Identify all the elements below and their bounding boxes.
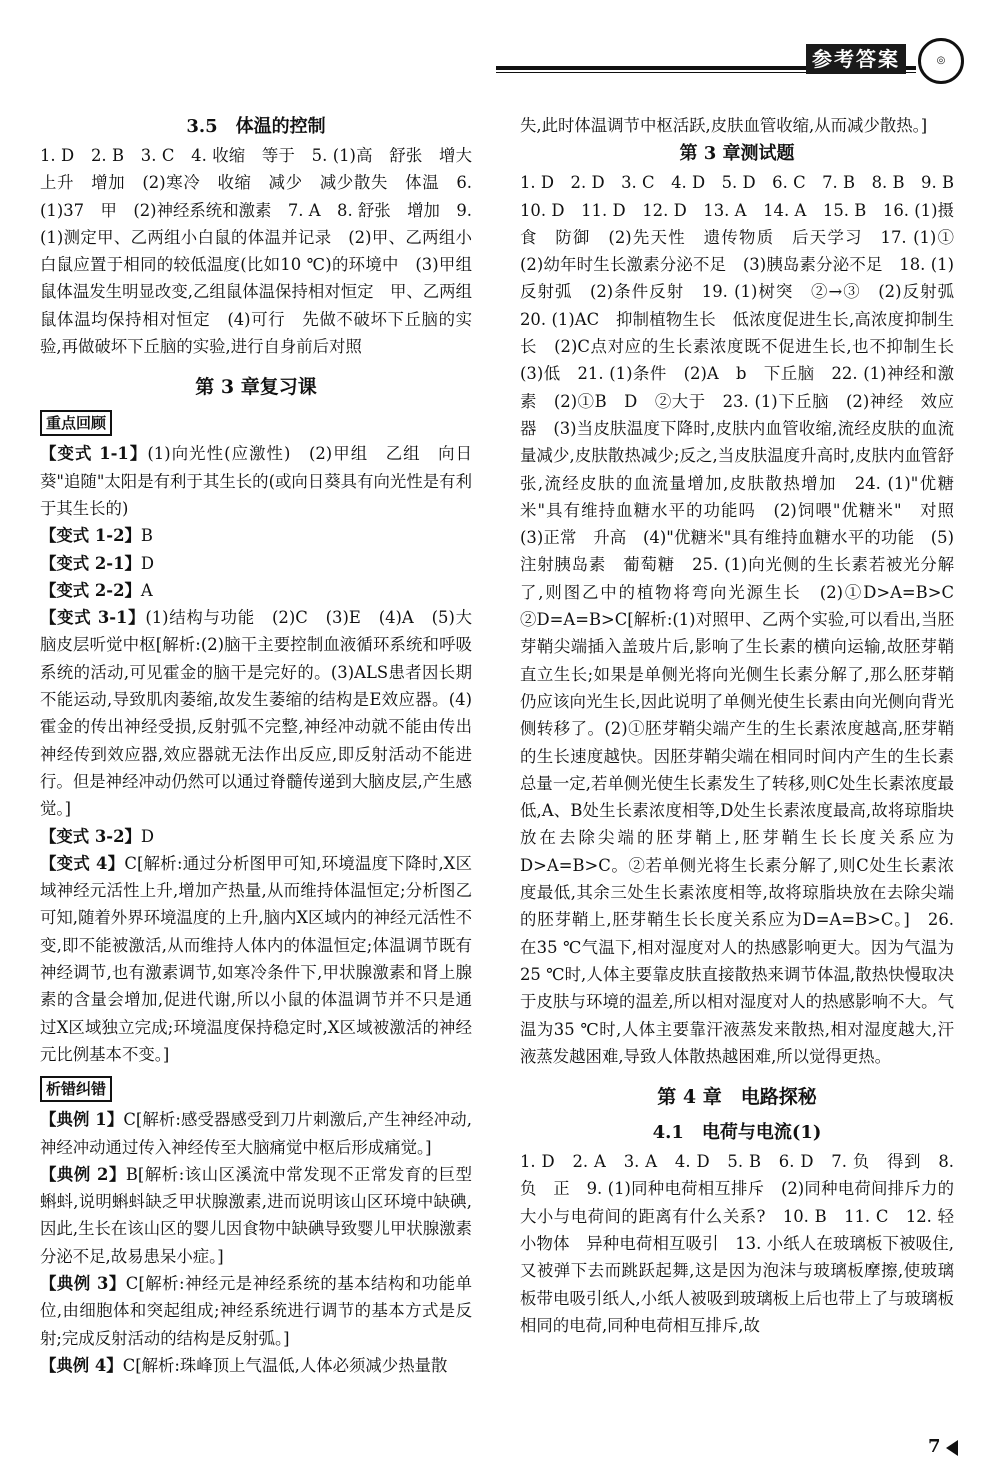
header-label: 参考答案 — [806, 44, 906, 74]
variant-label: 【变式 2-1】 — [40, 553, 141, 573]
spacer — [40, 1068, 472, 1074]
test-title: 第 3 章测试题 — [679, 143, 795, 165]
review-title: 第 3 章复习课 — [195, 376, 317, 399]
example-text: C[解析:神经元是神经系统的基本结构和功能单位,由细胞体和突起组成;神经系统进行调节的基本方式是反射;完成反射活动的结构是反射弧。] — [40, 1273, 472, 1348]
variant-text: D — [140, 826, 155, 846]
example-text: C[解析:珠峰顶上气温低,人体必须减少热量散 — [122, 1355, 448, 1375]
page-number: 7 — [928, 1436, 941, 1457]
variant-2-1 — [40, 550, 472, 577]
example-2 — [40, 1161, 472, 1270]
variant-1-2 — [40, 522, 472, 549]
chapter-4-title: 第 4 章 电路探秘 — [657, 1086, 817, 1109]
box-error-analysis: 析错纠错 — [40, 1076, 112, 1102]
example-label: 【典例 1】 — [40, 1110, 124, 1130]
variant-text: B — [140, 526, 153, 546]
variant-text: (1)结构与功能 (2)C (3)E (4)A (5)大脑皮层听觉中枢[解析:(2)脑干主要控制血液循环系统和呼吸系统的活动,可见霍金的脑干是完好的。(3)ALS患者因长期不能运动,导致肌肉萎缩,故发生萎缩的结构是E效应器。(4)霍金的传出神经受损,反射弧不完整,神经冲动就不能由传出神经传到效应器,效应器就无法作出反应,即反射活动不能进行。但是神经冲动仍然可以通过脊髓传递到大脑皮层,产生感觉。] — [40, 608, 472, 819]
variant-label: 【变式 3-2】 — [40, 826, 141, 846]
example-text: B[解析:该山区溪流中常发现不正常发育的巨型蝌蚪,说明蝌蚪缺乏甲状腺激素,进而说明该山区环境中缺碘,因此,生长在该山区的婴儿因食物中缺碘导致婴儿甲状腺激素分泌不足,故易患呆小症。] — [40, 1164, 472, 1266]
variant-1-1 — [40, 440, 472, 522]
section-3-5-answers: 1. D 2. B 3. C 4. 收缩 等于 5. (1)高 舒张 增大 上升 增加 (2)寒冷 收缩 减少 减少散失 体温 6. (1)37 甲 (2)神经系统和激素 7. A 8. 舒张 增加 9. (1)测定甲、乙两组小白鼠的体温并记录 (2)甲、乙两组小白鼠应置于相同的较低温度(比如10 ℃)的环境中 (3)甲组鼠体温发生明显改变,乙组鼠体温保持相对恒定 甲、乙两组鼠体温均保持相对恒定 (4)可行 先做不破坏下丘脑的实验,再做破坏下丘脑的实验,进行自身前后对照 — [40, 146, 489, 357]
variant-label: 【变式 3-1】 — [40, 608, 146, 628]
example-text: C[解析:感受器感受到刀片刺激后,产生神经冲动,神经冲动通过传入神经传至大脑痛觉中枢后形成痛觉。] — [40, 1110, 472, 1157]
example-label: 【典例 4】 — [40, 1355, 123, 1375]
variant-text: D — [140, 553, 155, 573]
example-label: 【典例 2】 — [40, 1164, 126, 1184]
variant-label: 【变式 2-2】 — [40, 580, 141, 600]
variant-label: 【变式 1-2】 — [40, 526, 141, 546]
variant-2-2 — [40, 577, 472, 604]
section-title-3-5: 3.5 体温的控制 — [186, 116, 326, 137]
example-3 — [40, 1270, 472, 1352]
variant-label: 【变式 4】 — [40, 853, 125, 873]
section-title-4-1: 4.1 电荷与电流(1) — [652, 1122, 822, 1144]
example-label: 【典例 3】 — [40, 1273, 126, 1293]
left-column — [40, 112, 489, 1379]
example-4 — [40, 1352, 472, 1379]
example-1 — [40, 1106, 472, 1161]
variant-3-2 — [40, 823, 472, 850]
header-badge-icon: ◎ — [918, 38, 964, 84]
continued-text: 失,此时体温调节中枢活跃,皮肤血管收缩,从而减少散热。] — [520, 116, 928, 135]
variant-4 — [40, 850, 472, 1068]
page-arrow-icon — [946, 1440, 958, 1456]
variant-text: C[解析:通过分析图甲可知,环境温度下降时,X区域神经元活性上升,增加产热量,从而维持体温恒定;分析图乙可知,随着外界环境温度的上升,脑内X区域内的神经元活性不变,即不能被激活,从而维持人体内的体温恒定;体温调节既有神经调节,也有激素调节,如寒冷条件下,甲状腺激素和肾上腺素的含量会增加,促进代谢,所以小鼠的体温调节并不只是通过X区域独立完成;环境温度保持稳定时,X区域被激活的神经元比例基本不变。] — [40, 853, 472, 1064]
variant-text: A — [140, 580, 153, 600]
box-key-review: 重点回顾 — [40, 410, 112, 436]
variant-3-1 — [40, 604, 472, 822]
variant-text: (1)向光性(应激性) (2)甲组 乙组 向日葵"追随"太阳是有利于其生长的(或向日葵具有向光性是有利于其生长的) — [40, 444, 472, 518]
right-column — [520, 112, 971, 1339]
test-answers: 1. D 2. D 3. C 4. D 5. D 6. C 7. B 8. B 9. B 10. D 11. D 12. D 13. A 14. A 15. B 16. (1)摄食 防御 (2)先天性 遗传物质 后天学习 17. (1)① (2)幼年时生长激素分泌不足 (3)胰岛素分泌不足 18. (1)反射弧 (2)条件反射 19. (1)树突 ②→③ (2)反射弧 20. (1)AC 抑制植物生长 低浓度促进生长,高浓度抑制生长 (2)C点对应的生长素浓度既不促进生长,也不抑制生长 (3)低 21. (1)条件 (2)A b 下丘脑 22. (1)神经和激素 (2)①B D ②大于 23. (1)下丘脑 (2)神经 效应器 (3)当皮肤温度下降时,皮肤内血管收缩,流经皮肤的血流量减少,皮肤散热减少;反之,当皮肤温度升高时,皮肤内血管舒张,流经皮肤的血流量增加,皮肤散热增加 24. (1)"优糖米"具有维持血糖水平的功能吗 (2)饲喂"优糖米" 对照 (3)正常 升高 (4)"优糖米"具有维持血糖水平的功能 (5)注射胰岛素 葡萄糖 25. (1)向光侧的生长素若被光分解了,则图乙中的植物将弯向光源生长 (2)①D>A=B>C ②D=A=B>C[解析:(1)对照甲、乙两个实验,可以看出,当胚芽鞘尖端插入盖玻片后,影响了生长素的横向运输,故胚芽鞘直立生长;如果是单侧光将向光侧生长素分解了,那么胚芽鞘仍应该向光生长,因此说明了单侧光使生长素由向光侧向背光侧转移了。(2)①胚芽鞘尖端产生的生长素浓度越高,胚芽鞘的生长速度越快。因胚芽鞘尖端在相同时间内产生的生长素总量一定,若单侧光使生长素发生了转移,则C处生长素浓度最低,A、B处生长素浓度相等,D处生长素浓度最高,故将琼脂块放在去除尖端的胚芽鞘上,胚芽鞘生长长度关系应为D>A=B>C。②若单侧光将生长素分解了,则C处生长素浓度最低,其余三处生长素浓度相等,故将琼脂块放在去除尖端的胚芽鞘上,胚芽鞘生长长度关系应为D=A=B>C。] 26. 在35 ℃气温下,相对湿度对人的热感影响更大。因为气温为25 ℃时,人体主要靠皮肤直接散热来调节体温,散热快慢取决于皮肤与环境的温差,所以相对湿度对人的热感影响不大。气温为35 ℃时,人体主要靠汗液蒸发来散热,相对湿度越大,汗液蒸发越困难,导致人体散热越困难,所以觉得更热。 — [520, 173, 971, 1066]
variant-label: 【变式 1-1】 — [40, 444, 148, 464]
section-4-1-answers: 1. D 2. A 3. A 4. D 5. B 6. D 7. 负 得到 8. 负 正 9. (1)同种电荷相互排斥 (2)同种电荷间排斥力的大小与电荷间的距离有什么关系? 10. B 11. C 12. 轻小物体 异种电荷相互吸引 13. 小纸人在玻璃板下被吸住,又被弹下去而跳跃起舞,这是因为泡沫与玻璃板摩擦,使玻璃板带电吸引纸人,小纸人被吸到玻璃板上后也带上了与玻璃板相同的电荷,同种电荷相互排斥,故 — [520, 1152, 954, 1335]
